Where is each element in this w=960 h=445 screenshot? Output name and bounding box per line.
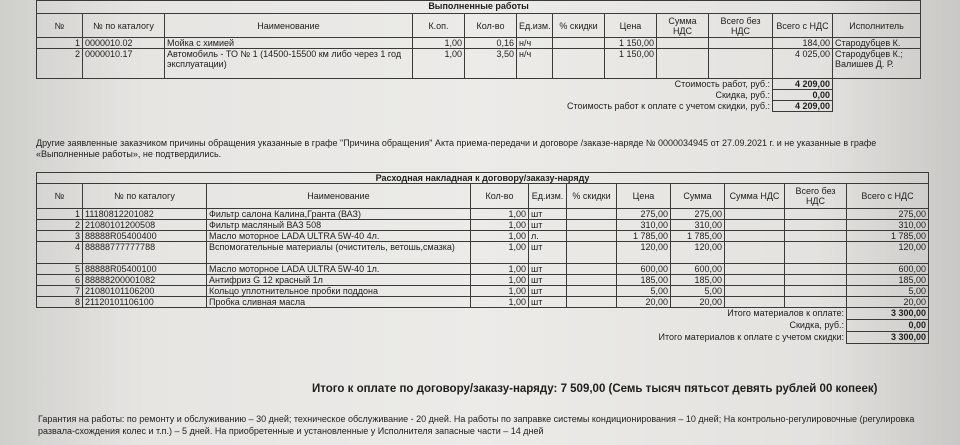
works-cell-total: 184,00	[773, 38, 833, 49]
materials-row	[37, 264, 929, 275]
materials-cell-disc	[567, 286, 617, 297]
materials-cell-n: 7	[37, 286, 83, 297]
materials-cell-total: 20,00	[847, 297, 929, 308]
works-cell-price: 1 150,00	[605, 38, 657, 49]
materials-cell-name: Фильтр масляный ВАЗ 508	[207, 220, 471, 231]
materials-header-cell: Ед.изм.	[529, 184, 567, 209]
materials-cell-total: 1 785,00	[847, 231, 929, 242]
materials-cell-qty: 1,00	[471, 220, 529, 231]
works-cell-total_no_vat	[709, 49, 773, 79]
materials-row	[37, 231, 929, 242]
works-cell-total_no_vat	[709, 38, 773, 49]
works-cell-n: 1	[37, 38, 83, 49]
materials-cell-vat	[725, 209, 785, 220]
materials-header-cell: Всего с НДС	[847, 184, 929, 209]
works-row	[37, 49, 921, 79]
materials-cell-no_vat	[785, 242, 847, 264]
materials-cell-unit: шт	[529, 275, 567, 286]
works-header-cell: Ед.изм.	[517, 14, 553, 38]
works-cell-unit: н/ч	[517, 49, 553, 79]
materials-cell-vat	[725, 275, 785, 286]
materials-cell-name: Масло моторное LADA ULTRA 5W-40 1л.	[207, 264, 471, 275]
materials-cell-sum: 600,00	[671, 264, 725, 275]
works-header-cell: Исполнитель	[833, 14, 921, 38]
materials-cell-no_vat	[785, 231, 847, 242]
materials-cell-vat	[725, 220, 785, 231]
works-summary-spacer	[833, 79, 921, 90]
works-summary-value: 0,00	[773, 90, 833, 101]
materials-cell-name: Кольцо уплотнительное пробки поддона	[207, 286, 471, 297]
materials-cell-total: 120,00	[847, 242, 929, 264]
works-cell-executor: Стародубцев К.; Валишев Д. Р.	[833, 49, 921, 79]
works-cell-vat	[657, 38, 709, 49]
materials-header-row	[37, 184, 929, 209]
works-header-cell: № по каталогу	[83, 14, 165, 38]
works-header-row	[37, 14, 921, 38]
materials-cell-unit: шт	[529, 286, 567, 297]
materials-cell-name: Антифриз G 12 красный 1л	[207, 275, 471, 286]
works-cell-name: Автомобиль - ТО № 1 (14500-15500 км либо через 1 год эксплуатации)	[165, 49, 413, 79]
guarantee-text: Гарантия на работы: по ремонту и обслуживанию – 30 дней; техническое обслуживание - 20 дней. На работы по заправке системы кондиционирования – 10 дней; На контрольно-регулировочные (регулировка развала-схождения колес и т.п.) – 5 дней. На приобретенные и установленные у Исполнителя запасные части – 14 дней	[38, 414, 915, 436]
works-summary-value: 4 209,00	[773, 101, 833, 112]
materials-cell-unit: шт	[529, 242, 567, 264]
works-header-cell: Сумма НДС	[657, 14, 709, 38]
works-cell-kop: 1,00	[413, 38, 465, 49]
materials-header-cell: № по каталогу	[83, 184, 207, 209]
materials-cell-vat	[725, 297, 785, 308]
materials-cell-price: 600,00	[617, 264, 671, 275]
materials-cell-unit: шт	[529, 220, 567, 231]
works-cell-unit: н/ч	[517, 38, 553, 49]
materials-cell-no_vat	[785, 275, 847, 286]
materials-cell-total: 600,00	[847, 264, 929, 275]
materials-cell-total: 275,00	[847, 209, 929, 220]
materials-header-cell: Наименование	[207, 184, 471, 209]
materials-cell-qty: 1,00	[471, 209, 529, 220]
materials-cell-price: 120,00	[617, 242, 671, 264]
works-summary-row	[37, 79, 921, 90]
materials-cell-catalog: 88888R05400400	[83, 231, 207, 242]
works-header-cell: Всего без НДС	[709, 14, 773, 38]
materials-cell-qty: 1,00	[471, 275, 529, 286]
materials-cell-vat	[725, 242, 785, 264]
materials-cell-n: 8	[37, 297, 83, 308]
works-header-cell: % скидки	[553, 14, 605, 38]
materials-cell-catalog: 21080101106200	[83, 286, 207, 297]
materials-cell-disc	[567, 264, 617, 275]
materials-cell-disc	[567, 242, 617, 264]
materials-cell-vat	[725, 286, 785, 297]
materials-cell-sum: 275,00	[671, 209, 725, 220]
materials-cell-n: 5	[37, 264, 83, 275]
materials-cell-qty: 1,00	[471, 286, 529, 297]
notice-text: Другие заявленные заказчиком причины обращения указанные в графе "Причина обращения" Акта приема-передачи и договоре /заказе-наряде № 0000034945 от 27.09.2021 г. и не указанные в графе «Выполненные работы», не подтвердились.	[36, 138, 877, 159]
materials-cell-sum: 310,00	[671, 220, 725, 231]
works-cell-executor: Стародубцев К.	[833, 38, 921, 49]
materials-cell-sum: 185,00	[671, 275, 725, 286]
materials-cell-qty: 1,00	[471, 264, 529, 275]
materials-table	[36, 172, 929, 344]
materials-cell-qty: 1,00	[471, 231, 529, 242]
materials-summary-value: 3 300,00	[847, 332, 929, 344]
materials-cell-no_vat	[785, 209, 847, 220]
materials-summary-row	[37, 332, 929, 344]
materials-cell-catalog: 88888777777788	[83, 242, 207, 264]
works-header-cell: №	[37, 14, 83, 38]
materials-cell-name: Фильтр салона Калина,Гранта (ВАЗ)	[207, 209, 471, 220]
materials-cell-no_vat	[785, 220, 847, 231]
materials-cell-disc	[567, 297, 617, 308]
materials-cell-catalog: 88888200001082	[83, 275, 207, 286]
materials-header-cell: Сумма НДС	[725, 184, 785, 209]
works-summary-label: Стоимость работ, руб.:	[674, 79, 770, 89]
materials-cell-total: 185,00	[847, 275, 929, 286]
materials-row	[37, 220, 929, 231]
materials-cell-vat	[725, 264, 785, 275]
materials-header-cell: Всего без НДС	[785, 184, 847, 209]
materials-cell-price: 20,00	[617, 297, 671, 308]
materials-cell-disc	[567, 209, 617, 220]
works-cell-disc	[553, 49, 605, 79]
works-cell-n: 2	[37, 49, 83, 79]
materials-summary-row	[37, 320, 929, 332]
works-cell-qty: 0,16	[465, 38, 517, 49]
materials-header-cell: % скидки	[567, 184, 617, 209]
works-cell-disc	[553, 38, 605, 49]
materials-cell-sum: 5,00	[671, 286, 725, 297]
works-cell-vat	[657, 49, 709, 79]
works-summary-value: 4 209,00	[773, 79, 833, 90]
materials-cell-n: 3	[37, 231, 83, 242]
materials-summary-label: Скидка, руб.:	[789, 319, 844, 330]
materials-cell-name: Масло моторное LADA ULTRA 5W-40 4л.	[207, 231, 471, 242]
works-cell-name: Мойка с химией	[165, 38, 413, 49]
works-summary-label: Стоимость работ к оплате с учетом скидки, руб.:	[566, 100, 770, 111]
works-header-cell: Кол-во	[465, 14, 517, 38]
materials-summary-label: Итого материалов к оплате с учетом скидки:	[658, 331, 844, 342]
materials-cell-unit: шт	[529, 264, 567, 275]
materials-cell-price: 310,00	[617, 220, 671, 231]
materials-row	[37, 242, 929, 264]
materials-section-title: Расходная накладная к договору/заказу-наряду	[37, 173, 929, 184]
materials-row	[37, 286, 929, 297]
works-header-cell: Цена	[605, 14, 657, 38]
materials-cell-vat	[725, 231, 785, 242]
materials-cell-n: 1	[37, 209, 83, 220]
materials-cell-catalog: 21120101106100	[83, 297, 207, 308]
materials-cell-qty: 1,00	[471, 297, 529, 308]
works-summary-spacer	[833, 90, 921, 101]
works-section-title: Выполненные работы	[37, 1, 921, 14]
materials-header-cell: №	[37, 184, 83, 209]
materials-cell-price: 275,00	[617, 209, 671, 220]
works-cell-kop: 1,00	[413, 49, 465, 79]
materials-cell-name: Вспомогательные материалы (очиститель, ветошь,смазка)	[207, 242, 471, 264]
works-cell-price: 1 150,00	[605, 49, 657, 79]
materials-cell-price: 185,00	[617, 275, 671, 286]
materials-cell-n: 6	[37, 275, 83, 286]
works-summary-row	[37, 101, 921, 112]
materials-header-cell: Сумма	[671, 184, 725, 209]
works-header-cell: Наименование	[165, 14, 413, 38]
works-cell-catalog: 0000010.02	[83, 38, 165, 49]
materials-cell-name: Пробка сливная масла	[207, 297, 471, 308]
materials-cell-sum: 20,00	[671, 297, 725, 308]
works-summary-row	[37, 90, 921, 101]
materials-cell-catalog: 21080101200508	[83, 220, 207, 231]
materials-row	[37, 209, 929, 220]
works-table	[36, 0, 921, 112]
materials-cell-n: 2	[37, 220, 83, 231]
materials-cell-unit: шт	[529, 209, 567, 220]
materials-header-cell: Цена	[617, 184, 671, 209]
materials-cell-total: 5,00	[847, 286, 929, 297]
materials-cell-n: 4	[37, 242, 83, 264]
materials-summary-value: 0,00	[847, 320, 929, 332]
materials-cell-disc	[567, 231, 617, 242]
materials-row	[37, 297, 929, 308]
works-row	[37, 38, 921, 49]
materials-cell-unit: л.	[529, 231, 567, 242]
works-header-cell: К.оп.	[413, 14, 465, 38]
works-cell-total: 4 025,00	[773, 49, 833, 79]
works-cell-catalog: 0000010.17	[83, 49, 165, 79]
materials-cell-total: 310,00	[847, 220, 929, 231]
materials-summary-row	[37, 308, 929, 320]
materials-cell-disc	[567, 220, 617, 231]
materials-cell-catalog: 11180812201082	[83, 209, 207, 220]
grand-total: Итого к оплате по договору/заказу-наряду: 7 509,00 (Семь тысяч пятьсот девять рублей 00 копеек)	[312, 383, 878, 395]
materials-header-cell: Кол-во	[471, 184, 529, 209]
materials-summary-value: 3 300,00	[847, 308, 929, 320]
materials-cell-qty: 1,00	[471, 242, 529, 264]
materials-summary-label: Итого материалов к оплате:	[727, 308, 844, 318]
materials-cell-catalog: 88888R05400100	[83, 264, 207, 275]
materials-cell-sum: 120,00	[671, 242, 725, 264]
materials-cell-disc	[567, 275, 617, 286]
materials-cell-no_vat	[785, 297, 847, 308]
materials-cell-price: 5,00	[617, 286, 671, 297]
works-header-cell: Всего с НДС	[773, 14, 833, 38]
works-summary-label: Скидка, руб.:	[715, 89, 770, 100]
works-cell-qty: 3,50	[465, 49, 517, 79]
materials-cell-no_vat	[785, 286, 847, 297]
works-summary-spacer	[833, 101, 921, 112]
materials-cell-price: 1 785,00	[617, 231, 671, 242]
materials-cell-sum: 1 785,00	[671, 231, 725, 242]
materials-cell-unit: шт	[529, 297, 567, 308]
materials-row	[37, 275, 929, 286]
materials-cell-no_vat	[785, 264, 847, 275]
